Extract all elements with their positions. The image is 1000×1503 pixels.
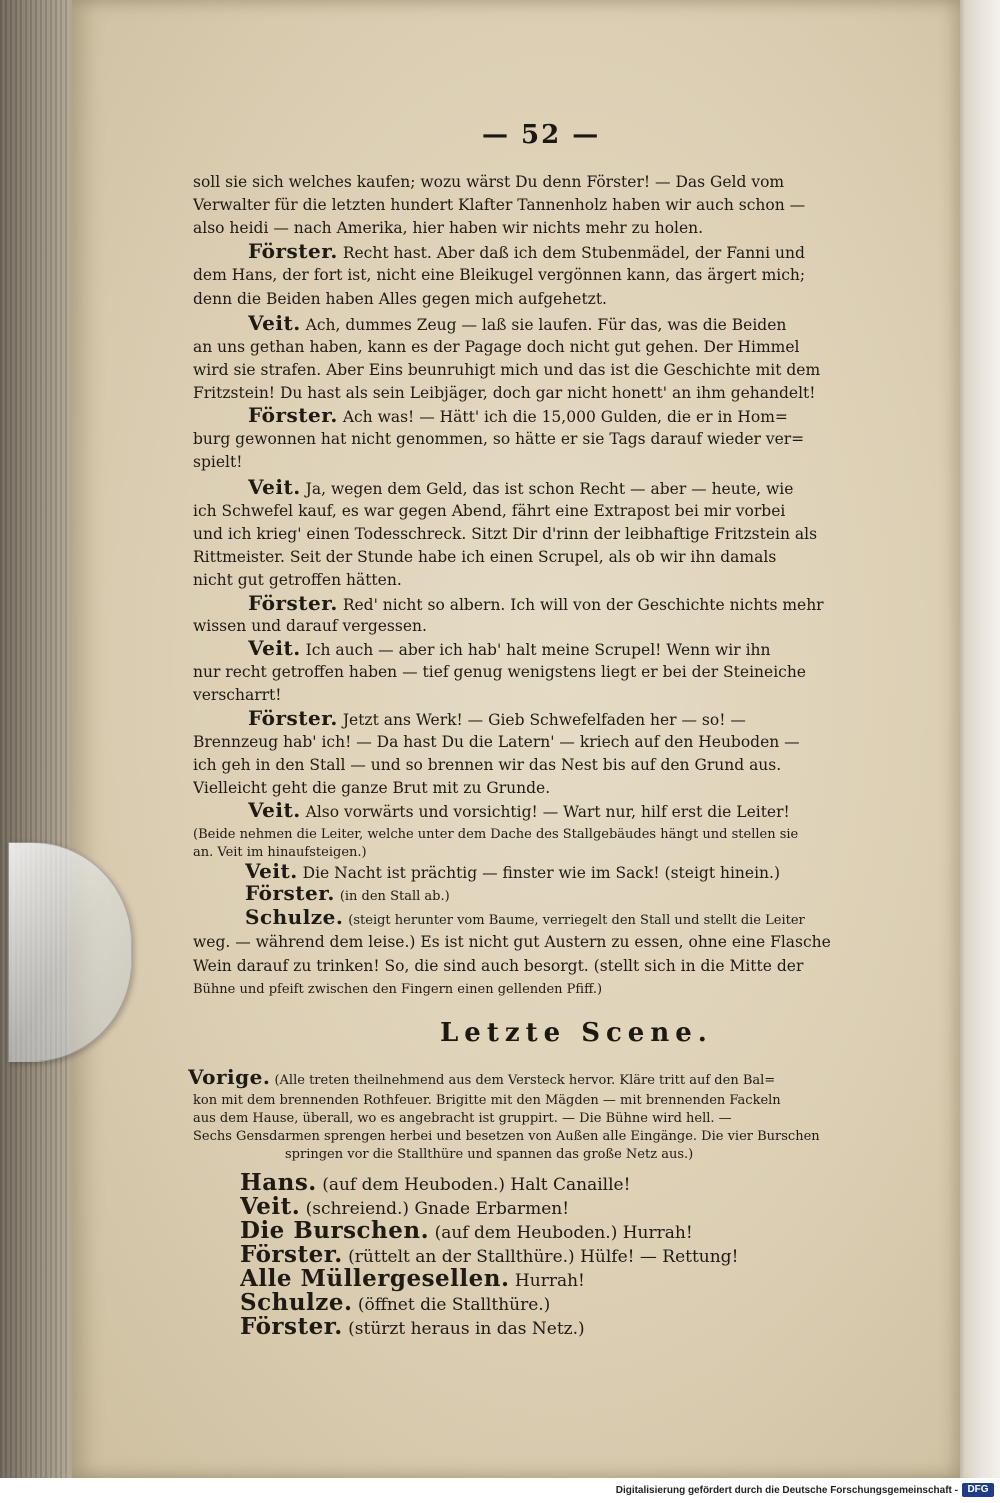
text-line: nur recht getroffen haben — tief genug wenigstens liegt er bei der Steineiche [193, 663, 806, 681]
speech-line: Förster. (in den Stall ab.) [245, 882, 450, 905]
speech-line: Förster. Red' nicht so albern. Ich will von der Geschichte nichts mehr [248, 592, 824, 615]
speech-line: Förster. (rüttelt an der Stallthüre.) Hülfe! — Rettung! [240, 1244, 903, 1268]
speaker-name: Veit. [248, 637, 301, 660]
text-line: dem Hans, der fort ist, nicht eine Bleikugel vergönnen kann, das ärgert mich; [193, 266, 806, 284]
speaker-name: Förster. [245, 882, 335, 905]
speech-line: Schulze. (öffnet die Stallthüre.) [240, 1292, 903, 1316]
text-line: burg gewonnen hat nicht genommen, so hätte er sie Tags darauf wieder ver= [193, 430, 805, 448]
text-line: verscharrt! [193, 686, 282, 704]
text-line: Rittmeister. Seit der Stunde habe ich einen Scrupel, als ob wir ihn damals [193, 548, 777, 566]
stage-direction: kon mit dem brennenden Rothfeuer. Brigitte mit den Mägden — mit brennenden Fackeln [193, 1093, 781, 1108]
speaker-name: Alle Müllergesellen. [240, 1268, 510, 1292]
funding-credit: Digitalisierung gefördert durch die Deutsche Forschungsgemeinschaft - [615, 1485, 958, 1496]
speaker-name: Förster. [248, 707, 338, 730]
speech-line: Hans. (auf dem Heuboden.) Halt Canaille! [240, 1172, 903, 1196]
text-line: ich Schwefel kauf, es war gegen Abend, fährt eine Extrapost bei mir vorbei [193, 502, 786, 520]
speaker-name: Schulze. [240, 1292, 353, 1316]
speech-line: Veit. (schreiend.) Gnade Erbarmen! [240, 1196, 903, 1220]
text-line: soll sie sich welches kaufen; wozu wärst Du denn Förster! — Das Geld vom [193, 173, 785, 191]
page-edges [0, 0, 70, 1478]
dfg-logo: DFG [962, 1483, 994, 1497]
stage-direction: springen vor die Stallthüre und spannen das große Netz aus.) [285, 1147, 694, 1162]
text-line: Brennzeug hab' ich! — Da hast Du die Latern' — kriech auf den Heuboden — [193, 733, 800, 751]
speaker-name: Veit. [248, 799, 301, 822]
stage-direction: Bühne und pfeift zwischen den Fingern einen gellenden Pfiff.) [193, 982, 603, 997]
text-line: Wein darauf zu trinken! So, die sind auch besorgt. (stellt sich in die Mitte der [193, 957, 804, 975]
footer-bar [0, 1478, 1000, 1503]
speech-line: Schulze. (steigt herunter vom Baume, verriegelt den Stall und stellt die Leiter [245, 906, 805, 929]
speech-line: Veit. Ja, wegen dem Geld, das ist schon Recht — aber — heute, wie [248, 476, 794, 499]
speaker-name: Veit. [248, 312, 301, 335]
page-number: — 52 — [482, 120, 601, 150]
speaker-name: Förster. [248, 404, 338, 427]
speaker-name: Die Burschen. [240, 1220, 430, 1244]
speaker-name: Hans. [240, 1172, 317, 1196]
speaker-name: Veit. [245, 860, 298, 883]
text-line: Vielleicht geht die ganze Brut mit zu Grunde. [193, 779, 551, 797]
text-line: also heidi — nach Amerika, hier haben wir nichts mehr zu holen. [193, 219, 704, 237]
text-line: wissen und darauf vergessen. [193, 617, 427, 635]
text-line: Verwalter für die letzten hundert Klafter Tannenholz haben wir auch schon — [193, 196, 806, 214]
text-line: weg. — während dem leise.) Es ist nicht gut Austern zu essen, ohne eine Flasche [193, 933, 831, 951]
stage-direction: aus dem Hause, überall, wo es angebracht ist gruppirt. — Die Bühne wird hell. — [193, 1111, 732, 1126]
speech-line: Veit. Die Nacht ist prächtig — finster wie im Sack! (steigt hinein.) [245, 860, 780, 883]
text-line: Fritzstein! Du hast als sein Leibjäger, doch gar nicht honett' an ihm gehandelt! [193, 384, 816, 402]
scene-heading: Letzte Scene. [440, 1018, 713, 1048]
text-line: wird sie strafen. Aber Eins beunruhigt mich und das ist die Geschichte mit dem [193, 361, 821, 379]
stage-direction: Sechs Gensdarmen sprengen herbei und besetzen von Außen alle Eingänge. Die vier Burschen [193, 1129, 820, 1144]
speaker-name: Vorige. [188, 1066, 271, 1089]
speaker-name: Schulze. [245, 906, 344, 929]
stage-direction: an. Veit im hinaufsteigen.) [193, 845, 367, 860]
text-line: ich geh in den Stall — und so brennen wir das Nest bis auf den Grund aus. [193, 756, 782, 774]
text-line: und ich krieg' einen Todesschreck. Sitzt Dir d'rinn der leibhaftige Fritzstein als [193, 525, 818, 543]
speaker-name: Veit. [248, 476, 301, 499]
text-line: nicht gut getroffen hätten. [193, 571, 402, 589]
speech-line: Förster. Jetzt ans Werk! — Gieb Schwefelfaden her — so! — [248, 707, 746, 730]
text-line: denn die Beiden haben Alles gegen mich aufgehetzt. [193, 290, 607, 308]
speaker-name: Veit. [240, 1196, 301, 1220]
speech-line: Förster. (stürzt heraus in das Netz.) [240, 1316, 903, 1340]
speech-line: Förster. Recht hast. Aber daß ich dem Stubenmädel, der Fanni und [248, 240, 805, 263]
stage-direction: Vorige. (Alle treten theilnehmend aus dem Versteck hervor. Kläre tritt auf den Bal= [188, 1066, 776, 1089]
speech-line: Förster. Ach was! — Hätt' ich die 15,000 Gulden, die er in Hom= [248, 404, 788, 427]
stage-direction: (Beide nehmen die Leiter, welche unter dem Dache des Stallgebäudes hängt und stellen sie [193, 827, 799, 842]
speech-line: Die Burschen. (auf dem Heuboden.) Hurrah! [240, 1220, 903, 1244]
speech-line: Veit. Ach, dummes Zeug — laß sie laufen. Für das, was die Beiden [248, 312, 787, 335]
text-line: an uns gethan haben, kann es der Pagage doch nicht gut gehen. Der Himmel [193, 338, 800, 356]
speaker-name: Förster. [248, 592, 338, 615]
text-line: spielt! [193, 453, 243, 471]
speech-line: Veit. Ich auch — aber ich hab' halt meine Scrupel! Wenn wir ihn [248, 637, 771, 660]
speaker-name: Förster. [240, 1316, 343, 1340]
speech-line: Veit. Also vorwärts und vorsichtig! — Wart nur, hilf erst die Leiter! [248, 799, 790, 822]
speaker-name: Förster. [240, 1244, 343, 1268]
speech-line: Alle Müllergesellen. Hurrah! [240, 1268, 903, 1292]
speaker-name: Förster. [248, 240, 338, 263]
